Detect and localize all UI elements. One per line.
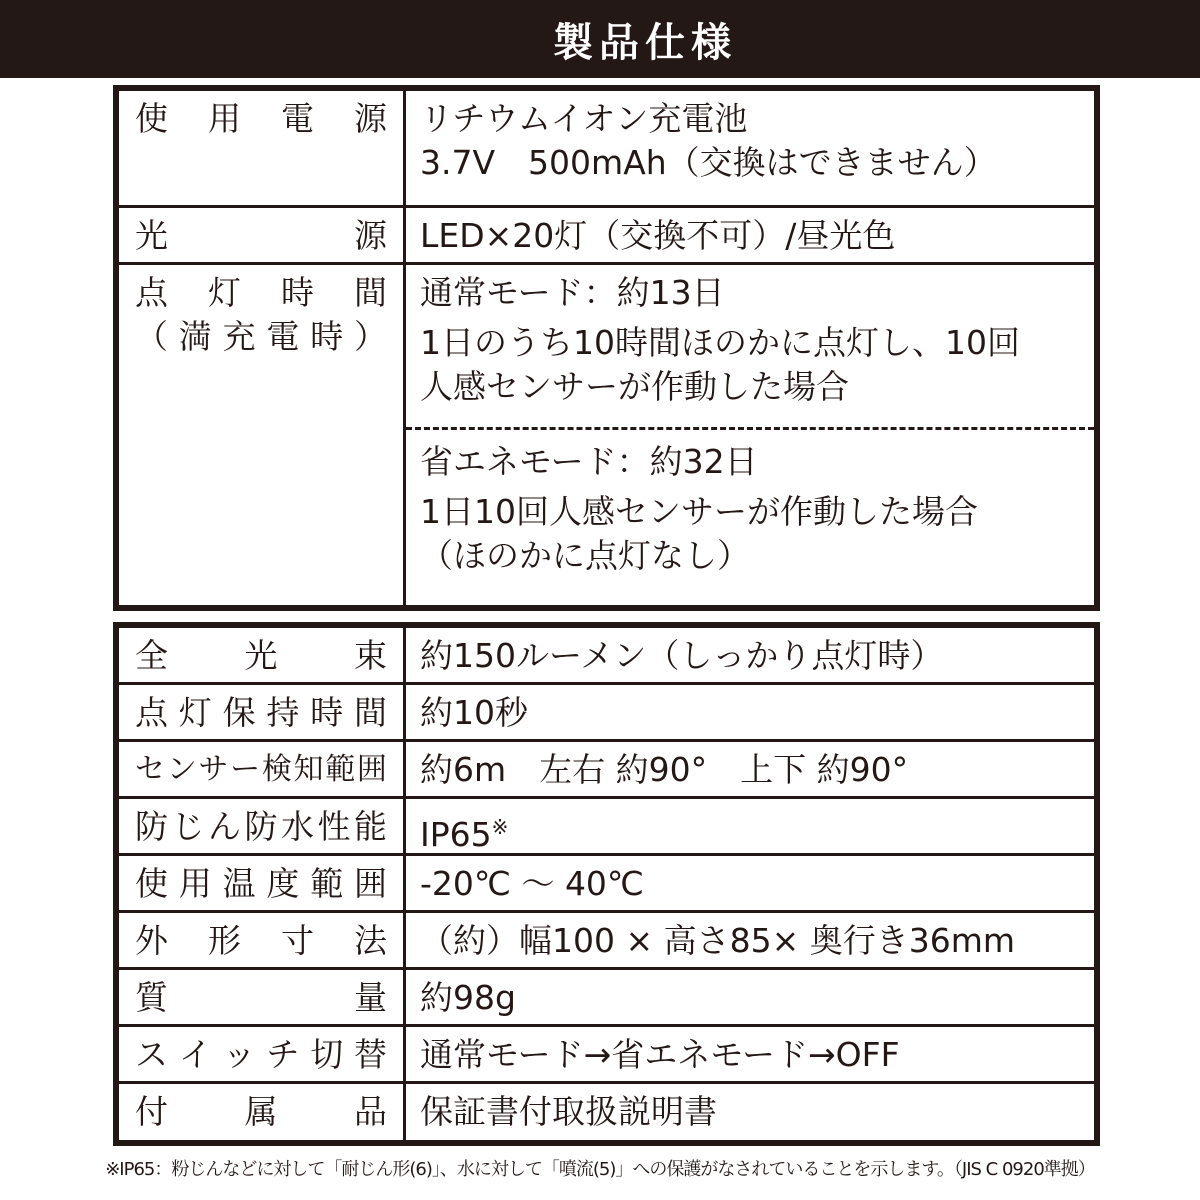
spec-row-luminous-flux (119, 628, 1094, 685)
spec-value: 約6m 左右 約90° 上下 約90° (420, 750, 909, 789)
label-char: 防 (244, 807, 278, 846)
label-char: 度 (266, 864, 300, 903)
spec-value: 通常モード→省エネモード→OFF (420, 1035, 900, 1074)
label-char: 全 (135, 636, 168, 675)
spec-row-waterproof (119, 799, 1094, 856)
label-char: セ (135, 752, 165, 787)
normal-mode-title: 通常モード：約13日 (420, 273, 725, 312)
label-char: 替 (353, 1035, 387, 1074)
label-char: 防 (135, 807, 168, 846)
label-char: 性 (317, 807, 351, 846)
eco-mode-desc: 1日10回人感センサーが作動した場合 (420, 492, 978, 531)
value-line: 3.7V 500mAh（交換はできません） (420, 143, 997, 182)
label-line (135, 271, 387, 315)
value-text: IP65 (420, 815, 492, 854)
normal-mode-desc: 1日のうち10時間ほのかに点灯し、10回 (420, 323, 1020, 362)
label-char: 知 (293, 752, 324, 787)
label-char: 質 (135, 978, 168, 1017)
label-char: 能 (354, 807, 387, 846)
label-char: 寸 (281, 921, 314, 960)
spec-row-weight (119, 970, 1094, 1027)
label-char: 持 (266, 693, 300, 732)
label-char: じ (171, 807, 205, 846)
eco-mode-title: 省エネモード：約32日 (420, 442, 758, 481)
label-char: チ (266, 1035, 300, 1074)
label-char: ッ (222, 1035, 256, 1074)
spec-value: 約150ルーメン（しっかり点灯時） (420, 636, 944, 675)
label-char: 電 (266, 317, 300, 356)
label-char: 形 (208, 921, 241, 960)
value-line: LED×20灯（交換不可）/昼光色 (420, 216, 896, 255)
label-char: 用 (178, 864, 212, 903)
label-char: 品 (354, 1092, 387, 1131)
label-char: 水 (281, 807, 314, 846)
label-char: 切 (310, 1035, 344, 1074)
spec-label (119, 1084, 406, 1141)
label-char: 法 (354, 921, 387, 960)
footnote-mark: ※ (491, 815, 509, 839)
spec-row-temperature (119, 856, 1094, 913)
normal-mode-desc: 人感センサーが作動した場合 (420, 367, 849, 406)
label-char: ん (208, 807, 241, 846)
spec-row-power-source (119, 91, 1094, 208)
eco-mode-desc: （ほのかに点灯なし） (420, 536, 750, 575)
label-char: 時 (281, 273, 314, 312)
label-char: （ (135, 317, 168, 356)
spec-value: 約98g (420, 978, 516, 1017)
label-char: 満 (178, 317, 212, 356)
spec-label (119, 856, 406, 910)
label-char: 検 (261, 752, 292, 787)
spec-label (119, 742, 406, 796)
spec-value: 保証書付取扱説明書 (420, 1092, 717, 1131)
label-char: ） (353, 317, 387, 356)
label-char: 使 (135, 99, 168, 138)
value-line: リチウムイオン充電池 (420, 99, 748, 138)
page-title: 製品仕様 (553, 19, 737, 66)
spec-row-dimensions (119, 913, 1094, 970)
label-char: 光 (244, 636, 278, 675)
label-char: 間 (354, 273, 387, 312)
spec-value: 約10秒 (420, 693, 528, 732)
label-char: 属 (244, 1092, 278, 1131)
header-bar (0, 0, 1200, 78)
label-char: 束 (354, 636, 387, 675)
label-char: ー (230, 752, 261, 787)
spec-value (406, 91, 1094, 205)
footnote-ip65: ※IP65：粉じんなどに対して「耐じん形(6)」、水に対して「噴流(5)」への保護がなされていることを示します。（JIS C 0920準拠） (105, 1159, 1095, 1180)
spec-value (406, 208, 1094, 262)
spec-value (406, 799, 1094, 853)
label-char: イ (178, 1035, 212, 1074)
spec-row-hold-time (119, 685, 1094, 742)
label-char: ン (166, 752, 197, 787)
spec-label (119, 913, 406, 967)
label-char: 付 (135, 1092, 168, 1131)
label-char: 用 (208, 99, 241, 138)
label-line (135, 315, 387, 359)
spec-value: -20℃ ～ 40℃ (420, 864, 644, 903)
spec-value (406, 265, 1094, 605)
label-char: 囲 (353, 864, 387, 903)
spec-label (119, 208, 406, 262)
label-char: 量 (354, 978, 387, 1017)
label-char: 光 (135, 216, 168, 255)
label-char: 保 (222, 693, 256, 732)
spec-label (119, 970, 406, 1024)
label-char: 外 (135, 921, 168, 960)
label-char: 灯 (178, 693, 212, 732)
label-char: 使 (135, 864, 168, 903)
spec-row-light-source (119, 208, 1094, 265)
label-char: 囲 (356, 752, 387, 787)
label-char: 温 (222, 864, 256, 903)
label-char: 範 (310, 864, 344, 903)
spec-label (119, 91, 406, 205)
label-char: 電 (281, 99, 314, 138)
spec-table-features (113, 622, 1100, 1146)
spec-label (119, 685, 406, 739)
dashed-divider (406, 427, 1094, 430)
spec-row-accessories (119, 1084, 1094, 1141)
label-char: ス (135, 1035, 168, 1074)
label-char: 時 (310, 693, 344, 732)
label-char: サ (198, 752, 229, 787)
label-char: 点 (135, 693, 168, 732)
label-char: 源 (354, 216, 387, 255)
spec-label (119, 265, 406, 605)
spec-row-lighting-time (119, 265, 1094, 605)
spec-label (119, 799, 406, 853)
spec-label (119, 628, 406, 682)
spec-row-sensor-range (119, 742, 1094, 799)
label-char: 範 (325, 752, 356, 787)
spec-label (119, 1027, 406, 1081)
spec-table-power (113, 85, 1100, 611)
label-char: 時 (310, 317, 344, 356)
spec-row-switch (119, 1027, 1094, 1084)
label-char: 間 (353, 693, 387, 732)
label-char: 充 (222, 317, 256, 356)
label-char: 源 (354, 99, 387, 138)
spec-value: （約）幅100 × 高さ85× 奥行き36mm (420, 921, 1016, 960)
label-char: 灯 (208, 273, 241, 312)
label-char: 点 (135, 273, 168, 312)
